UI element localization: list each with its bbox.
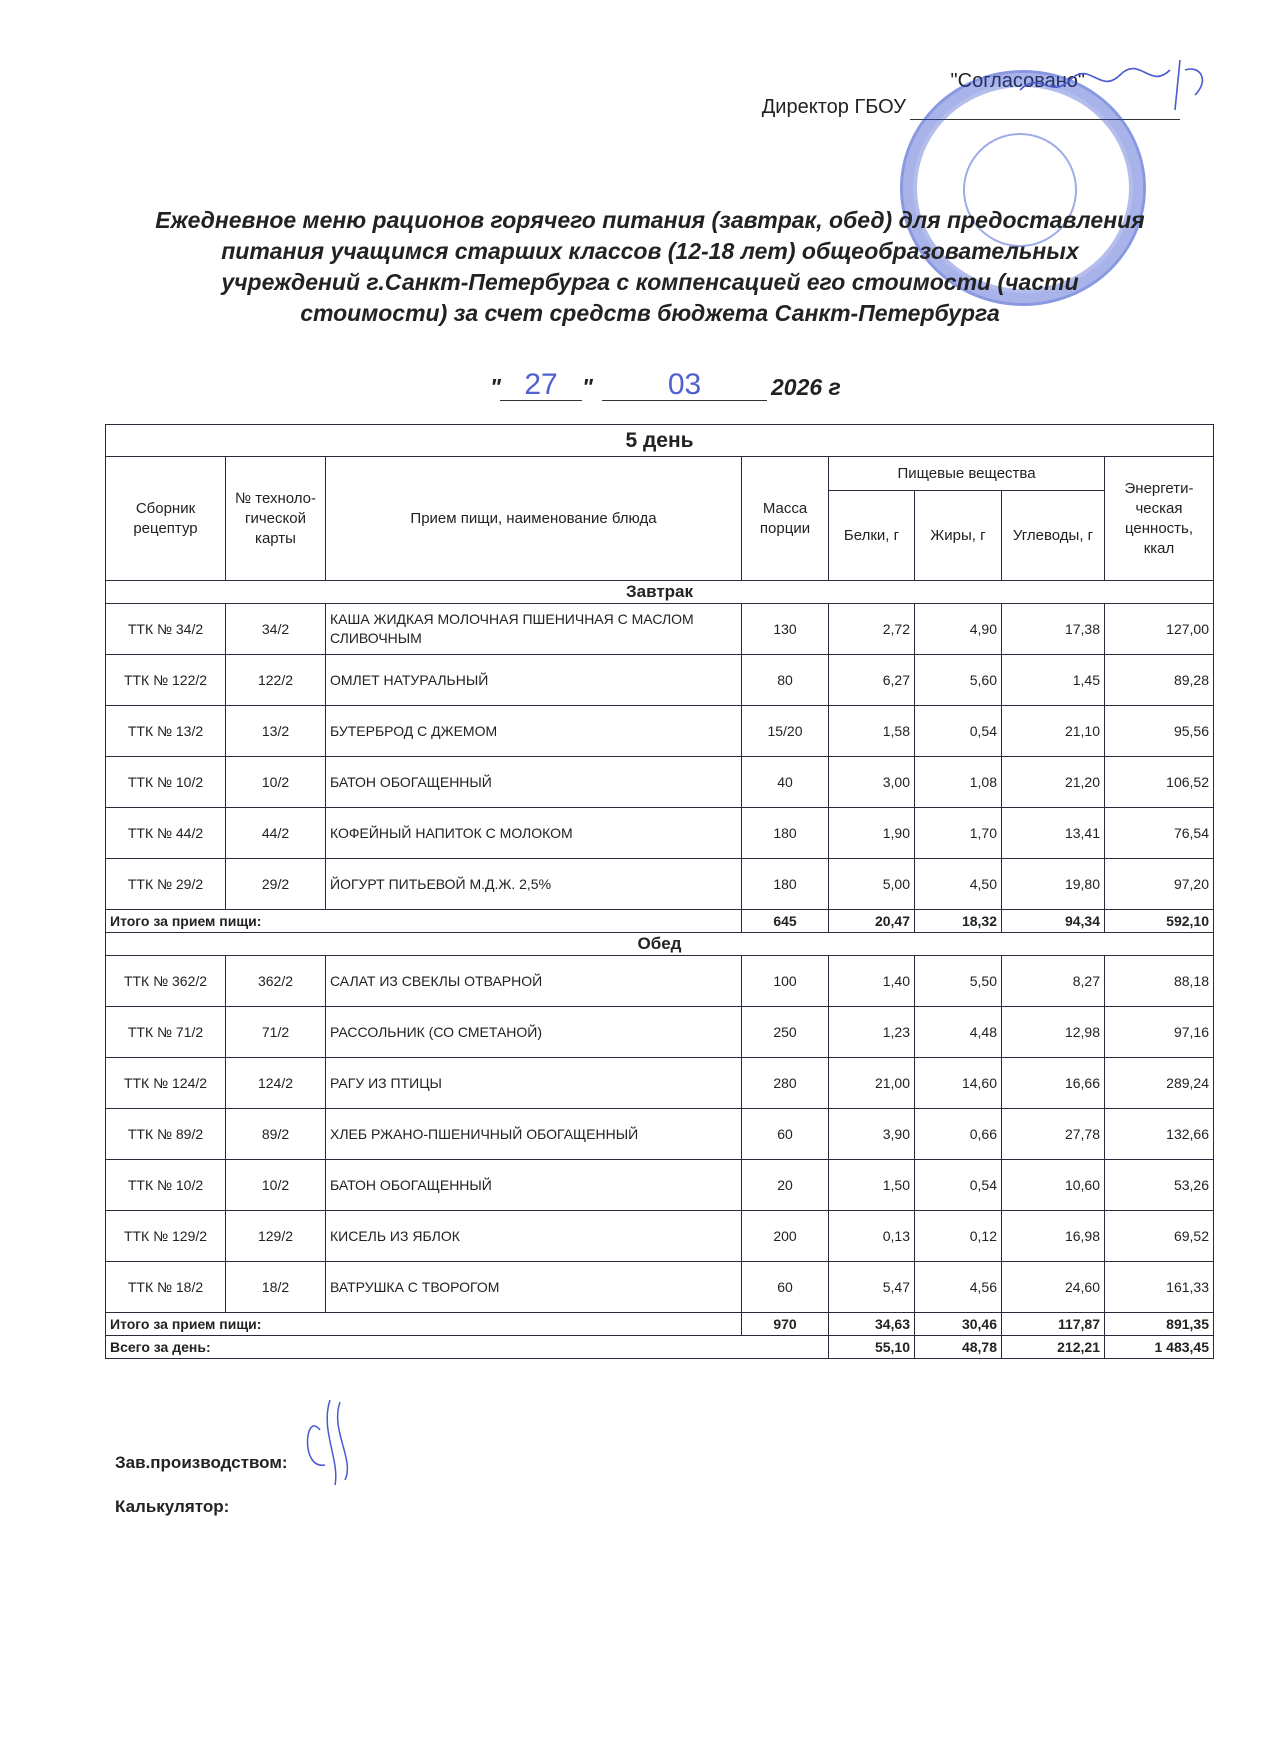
cell-dish: РАССОЛЬНИК (СО СМЕТАНОЙ) (326, 1007, 742, 1058)
header-fat: Жиры, г (915, 491, 1002, 581)
day-total-fat: 48,78 (915, 1336, 1002, 1359)
date-month: 03 (602, 370, 767, 401)
calculator-label: Калькулятор: (115, 1497, 230, 1516)
total-fat: 18,32 (915, 910, 1002, 933)
cell-card: 362/2 (226, 956, 326, 1007)
date-day: 27 (500, 370, 582, 401)
cell-card: 44/2 (226, 808, 326, 859)
cell-dish: ЙОГУРТ ПИТЬЕВОЙ М.Д.Ж. 2,5% (326, 859, 742, 910)
cell-protein: 1,58 (829, 706, 915, 757)
day-label: 5 день (106, 425, 1214, 457)
cell-protein: 1,23 (829, 1007, 915, 1058)
cell-mass: 250 (742, 1007, 829, 1058)
cell-carbs: 24,60 (1002, 1262, 1105, 1313)
title-line: учреждений г.Санкт-Петербурга с компенсацией его стоимости (части (221, 269, 1079, 295)
cell-protein: 21,00 (829, 1058, 915, 1109)
total-label: Итого за прием пищи: (106, 910, 742, 933)
section-breakfast: Завтрак (106, 581, 1214, 604)
cell-card: 29/2 (226, 859, 326, 910)
cell-fat: 4,56 (915, 1262, 1002, 1313)
cell-protein: 0,13 (829, 1211, 915, 1262)
cell-collection: ТТК № 71/2 (106, 1007, 226, 1058)
cell-collection: ТТК № 10/2 (106, 1160, 226, 1211)
cell-dish: БУТЕРБРОД С ДЖЕМОМ (326, 706, 742, 757)
cell-fat: 5,50 (915, 956, 1002, 1007)
cell-mass: 180 (742, 859, 829, 910)
table-row (106, 1007, 1214, 1058)
cell-energy: 127,00 (1105, 604, 1214, 655)
cell-carbs: 12,98 (1002, 1007, 1105, 1058)
cell-card: 122/2 (226, 655, 326, 706)
cell-card: 34/2 (226, 604, 326, 655)
approval-position: Директор ГБОУ (761, 96, 906, 118)
cell-card: 71/2 (226, 1007, 326, 1058)
title-line: стоимости) за счет средств бюджета Санкт-Петербурга (300, 300, 1000, 326)
day-total-carbs: 212,21 (1002, 1336, 1105, 1359)
cell-energy: 132,66 (1105, 1109, 1214, 1160)
total-carbs: 94,34 (1002, 910, 1105, 933)
day-total-energy: 1 483,45 (1105, 1336, 1214, 1359)
day-total-protein: 55,10 (829, 1336, 915, 1359)
cell-card: 129/2 (226, 1211, 326, 1262)
production-head-signature-icon (300, 1390, 360, 1490)
cell-collection: ТТК № 122/2 (106, 655, 226, 706)
cell-carbs: 21,10 (1002, 706, 1105, 757)
total-fat: 30,46 (915, 1313, 1002, 1336)
total-carbs: 117,87 (1002, 1313, 1105, 1336)
approval-status: "Согласовано" (950, 70, 1085, 92)
cell-mass: 200 (742, 1211, 829, 1262)
table-row (106, 757, 1214, 808)
cell-dish: ОМЛЕТ НАТУРАЛЬНЫЙ (326, 655, 742, 706)
day-total-label: Всего за день: (106, 1336, 829, 1359)
cell-energy: 97,16 (1105, 1007, 1214, 1058)
cell-fat: 0,54 (915, 706, 1002, 757)
table-row (106, 1160, 1214, 1211)
cell-carbs: 19,80 (1002, 859, 1105, 910)
cell-collection: ТТК № 129/2 (106, 1211, 226, 1262)
cell-mass: 180 (742, 808, 829, 859)
cell-energy: 97,20 (1105, 859, 1214, 910)
cell-mass: 100 (742, 956, 829, 1007)
cell-fat: 0,12 (915, 1211, 1002, 1262)
cell-mass: 130 (742, 604, 829, 655)
quote-mark: " (582, 374, 593, 400)
cell-carbs: 1,45 (1002, 655, 1105, 706)
cell-carbs: 16,66 (1002, 1058, 1105, 1109)
cell-dish: ХЛЕБ РЖАНО-ПШЕНИЧНЫЙ ОБОГАЩЕННЫЙ (326, 1109, 742, 1160)
table-row (106, 1262, 1214, 1313)
cell-dish: РАГУ ИЗ ПТИЦЫ (326, 1058, 742, 1109)
cell-mass: 40 (742, 757, 829, 808)
cell-collection: ТТК № 89/2 (106, 1109, 226, 1160)
table-row (106, 859, 1214, 910)
cell-carbs: 13,41 (1002, 808, 1105, 859)
total-protein: 20,47 (829, 910, 915, 933)
cell-mass: 15/20 (742, 706, 829, 757)
lunch-total-row (106, 1313, 1214, 1336)
table-row (106, 604, 1214, 655)
cell-energy: 289,24 (1105, 1058, 1214, 1109)
cell-collection: ТТК № 362/2 (106, 956, 226, 1007)
cell-mass: 20 (742, 1160, 829, 1211)
day-total-row (106, 1336, 1214, 1359)
header-nutrients: Пищевые вещества (829, 457, 1105, 491)
cell-card: 10/2 (226, 757, 326, 808)
table-row (106, 1211, 1214, 1262)
cell-protein: 5,00 (829, 859, 915, 910)
header-protein: Белки, г (829, 491, 915, 581)
cell-fat: 5,60 (915, 655, 1002, 706)
cell-fat: 1,70 (915, 808, 1002, 859)
cell-energy: 53,26 (1105, 1160, 1214, 1211)
header-collection: Сборник рецептур (106, 457, 226, 581)
cell-fat: 0,54 (915, 1160, 1002, 1211)
total-mass: 645 (742, 910, 829, 933)
header-dish: Прием пищи, наименование блюда (326, 457, 742, 581)
cell-energy: 161,33 (1105, 1262, 1214, 1313)
cell-collection: ТТК № 13/2 (106, 706, 226, 757)
cell-mass: 280 (742, 1058, 829, 1109)
cell-fat: 4,50 (915, 859, 1002, 910)
total-energy: 592,10 (1105, 910, 1214, 933)
title-line: питания учащимся старших классов (12-18 лет) общеобразовательных (221, 238, 1079, 264)
header-energy: Энергети-ческая ценность, ккал (1105, 457, 1214, 581)
cell-card: 124/2 (226, 1058, 326, 1109)
total-energy: 891,35 (1105, 1313, 1214, 1336)
date-year: 2026 г (771, 374, 841, 400)
cell-card: 89/2 (226, 1109, 326, 1160)
cell-card: 10/2 (226, 1160, 326, 1211)
quote-mark: " (490, 374, 501, 400)
cell-energy: 69,52 (1105, 1211, 1214, 1262)
cell-fat: 4,90 (915, 604, 1002, 655)
cell-collection: ТТК № 34/2 (106, 604, 226, 655)
cell-collection: ТТК № 10/2 (106, 757, 226, 808)
cell-dish: ВАТРУШКА С ТВОРОГОМ (326, 1262, 742, 1313)
cell-protein: 6,27 (829, 655, 915, 706)
table-row (106, 808, 1214, 859)
document-date (490, 370, 890, 401)
cell-carbs: 27,78 (1002, 1109, 1105, 1160)
director-signature-icon (1010, 50, 1220, 120)
cell-energy: 88,18 (1105, 956, 1214, 1007)
cell-dish: БАТОН ОБОГАЩЕННЫЙ (326, 757, 742, 808)
cell-carbs: 16,98 (1002, 1211, 1105, 1262)
cell-collection: ТТК № 124/2 (106, 1058, 226, 1109)
document-title (100, 205, 1200, 329)
cell-card: 13/2 (226, 706, 326, 757)
cell-protein: 3,00 (829, 757, 915, 808)
cell-dish: КАША ЖИДКАЯ МОЛОЧНАЯ ПШЕНИЧНАЯ С МАСЛОМ СЛИВОЧНЫМ (326, 604, 742, 655)
cell-collection: ТТК № 29/2 (106, 859, 226, 910)
cell-collection: ТТК № 44/2 (106, 808, 226, 859)
header-tech-card: № техноло-гической карты (226, 457, 326, 581)
menu-table (105, 424, 1214, 1359)
cell-carbs: 17,38 (1002, 604, 1105, 655)
cell-dish: БАТОН ОБОГАЩЕННЫЙ (326, 1160, 742, 1211)
cell-energy: 95,56 (1105, 706, 1214, 757)
cell-carbs: 8,27 (1002, 956, 1105, 1007)
cell-protein: 2,72 (829, 604, 915, 655)
cell-mass: 60 (742, 1262, 829, 1313)
cell-protein: 1,50 (829, 1160, 915, 1211)
cell-protein: 3,90 (829, 1109, 915, 1160)
section-lunch: Обед (106, 933, 1214, 956)
title-line: Ежедневное меню рационов горячего питания (завтрак, обед) для предоставления (155, 207, 1145, 233)
header-mass: Масса порции (742, 457, 829, 581)
production-head-label: Зав.производством: (115, 1453, 288, 1472)
cell-fat: 14,60 (915, 1058, 1002, 1109)
total-mass: 970 (742, 1313, 829, 1336)
header-carbs: Углеводы, г (1002, 491, 1105, 581)
total-label: Итого за прием пищи: (106, 1313, 742, 1336)
cell-fat: 0,66 (915, 1109, 1002, 1160)
total-protein: 34,63 (829, 1313, 915, 1336)
cell-dish: САЛАТ ИЗ СВЕКЛЫ ОТВАРНОЙ (326, 956, 742, 1007)
cell-mass: 60 (742, 1109, 829, 1160)
table-row (106, 956, 1214, 1007)
cell-fat: 1,08 (915, 757, 1002, 808)
cell-energy: 76,54 (1105, 808, 1214, 859)
cell-collection: ТТК № 18/2 (106, 1262, 226, 1313)
cell-protein: 1,40 (829, 956, 915, 1007)
cell-card: 18/2 (226, 1262, 326, 1313)
cell-energy: 106,52 (1105, 757, 1214, 808)
cell-fat: 4,48 (915, 1007, 1002, 1058)
table-row (106, 1109, 1214, 1160)
table-row (106, 1058, 1214, 1109)
breakfast-total-row (106, 910, 1214, 933)
cell-energy: 89,28 (1105, 655, 1214, 706)
cell-protein: 1,90 (829, 808, 915, 859)
table-row (106, 706, 1214, 757)
cell-carbs: 10,60 (1002, 1160, 1105, 1211)
cell-dish: КОФЕЙНЫЙ НАПИТОК С МОЛОКОМ (326, 808, 742, 859)
cell-mass: 80 (742, 655, 829, 706)
cell-carbs: 21,20 (1002, 757, 1105, 808)
cell-dish: КИСЕЛЬ ИЗ ЯБЛОК (326, 1211, 742, 1262)
table-row (106, 655, 1214, 706)
cell-protein: 5,47 (829, 1262, 915, 1313)
